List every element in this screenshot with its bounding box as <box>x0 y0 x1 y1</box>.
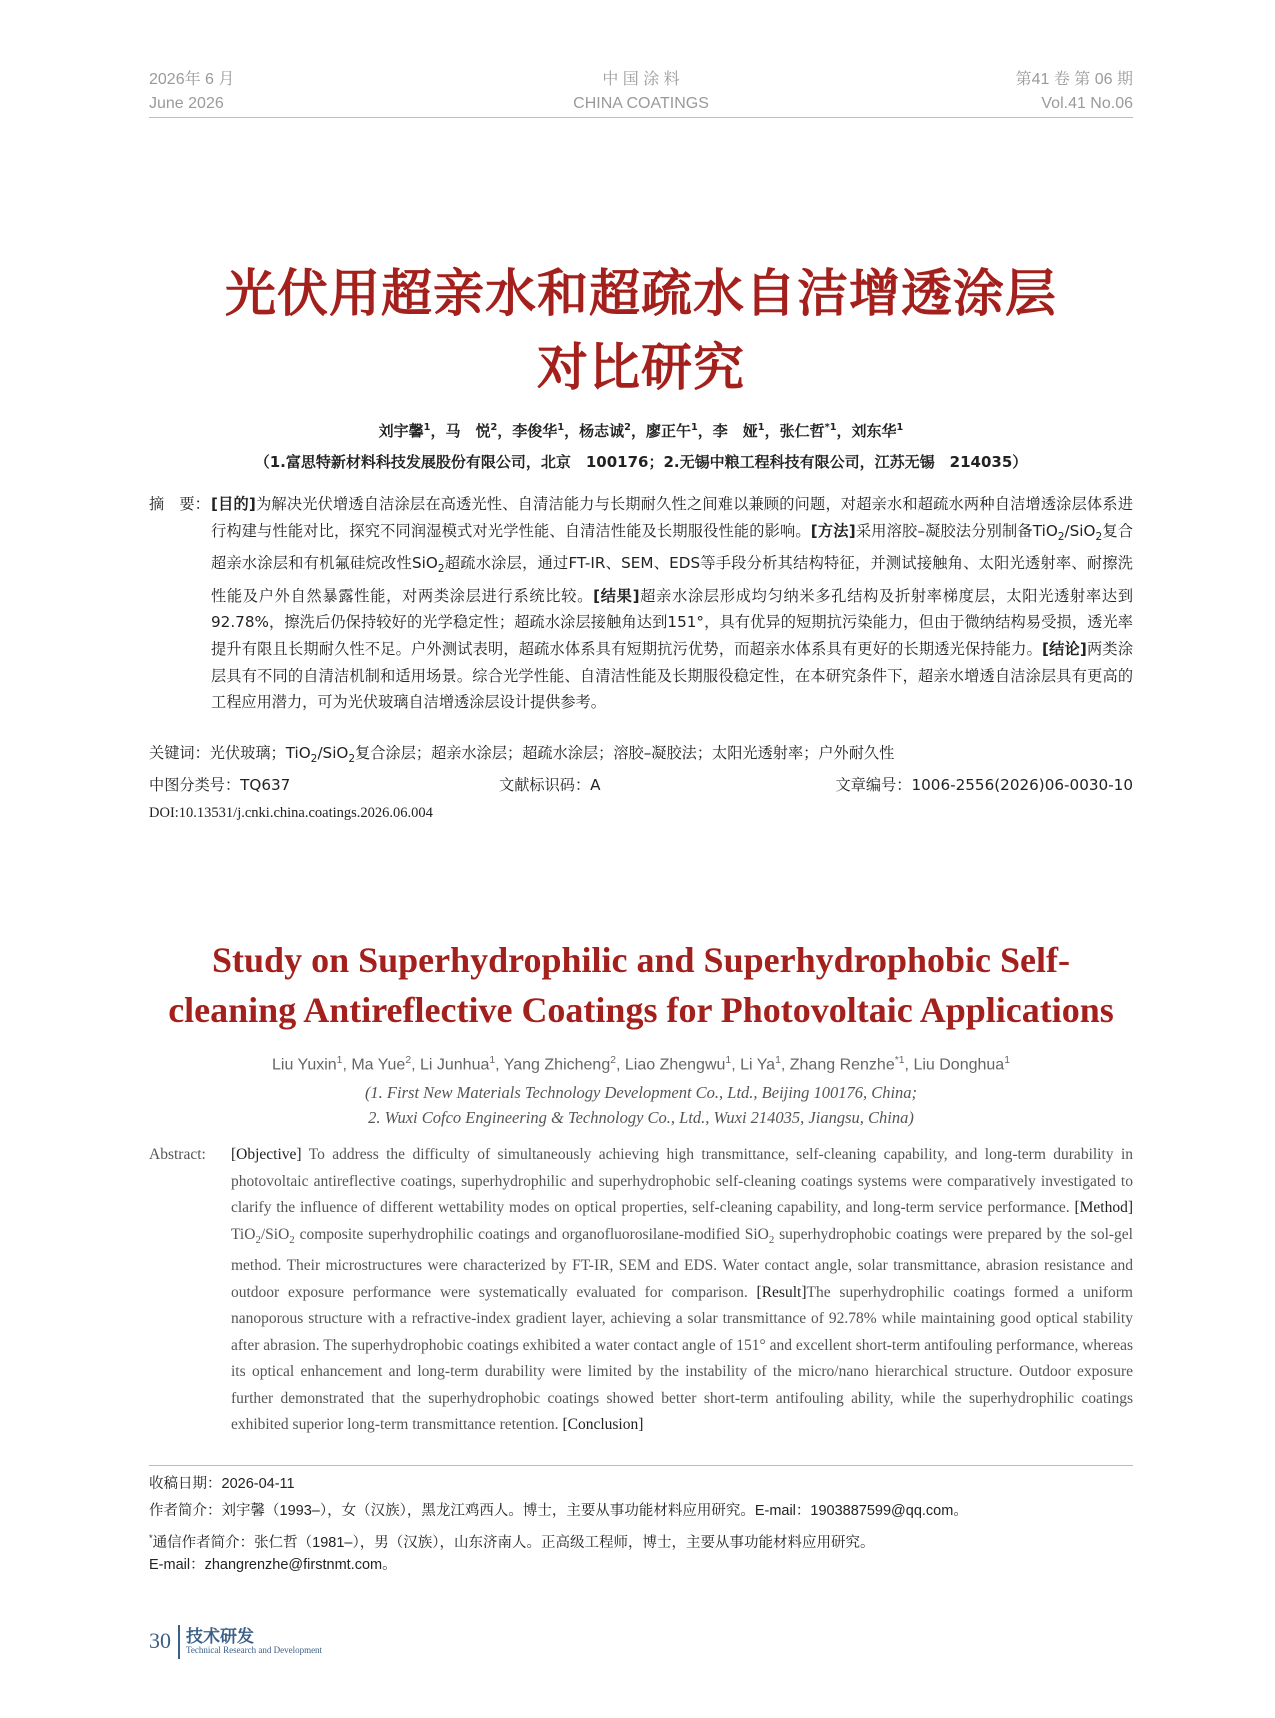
cn-objective-tag: [目的] <box>211 495 256 513</box>
cn-author-name: 马 悦 <box>445 422 491 440</box>
header-journal <box>449 68 833 116</box>
header-rule <box>149 117 1133 118</box>
en-author-affil-mark: *1 <box>894 1055 905 1066</box>
en-method-text-a: TiO <box>231 1225 256 1243</box>
cn-method-sub2: 2 <box>1095 529 1103 543</box>
en-author-name: Liu Yuxin <box>272 1056 337 1074</box>
cn-method-sub1: 2 <box>1057 529 1065 543</box>
en-author-affil-mark: 1 <box>336 1055 343 1066</box>
cn-conclusion-tag: [结论] <box>1041 640 1087 659</box>
en-method-sub2: 2 <box>289 1233 295 1246</box>
doi: DOI:10.13531/j.cnki.china.coatings.2026.06.004 <box>149 805 433 821</box>
cn-method-text-b: /SiO <box>1064 521 1096 540</box>
en-method-sub3: 2 <box>768 1233 775 1246</box>
cn-clc: 中图分类号：TQ637 <box>149 776 291 794</box>
cn-author-name: 张仁哲 <box>779 422 825 440</box>
en-method-text-b: /SiO <box>260 1225 290 1243</box>
cn-author-affil-mark: 1 <box>423 422 431 433</box>
cn-method-sub3: 2 <box>437 562 445 576</box>
cn-keywords-label: 关键词： <box>149 744 210 762</box>
en-title <box>149 935 1133 1035</box>
footnote-corr-email: E-mail：zhangrenzhe@firstnmt.com。 <box>149 1557 397 1573</box>
en-abstract <box>149 1142 1133 1439</box>
cn-keywords-a: 光伏玻璃；TiO <box>209 744 311 762</box>
en-method-text-c: composite superhydrophilic coatings and organofluorosilane-modified SiO <box>294 1225 769 1243</box>
en-author-name: Liu Donghua <box>913 1056 1005 1074</box>
cn-author-affil-mark: 1 <box>557 422 565 433</box>
en-authors: Liu Yuxin$^1$, Ma Yue$^2$, Li Junhua$^1$, Yang Zhicheng$^2$, Liao Zhengwu$^1$, Li Ya$^1$, Zhang Renzhe$^{*1}$, Liu Donghua$^1$ <box>272 1055 1010 1074</box>
footnote-corr-bio: 通信作者简介：张仁哲（1981–），男（汉族），山东济南人。正高级工程师，博士，主要从事功能材料应用研究。 <box>152 1534 875 1551</box>
cn-author-name: 刘东华 <box>851 422 897 440</box>
cn-keywords-c: 复合涂层；超亲水涂层；超疏水涂层；溶胶–凝胶法；太阳光透射率；户外耐久性 <box>355 744 895 762</box>
en-abstract-body <box>231 1142 1133 1439</box>
section-name-cn: 技术研发 <box>186 1627 254 1647</box>
cn-title-line1: 光伏用超亲水和超疏水自洁增透涂层 <box>224 265 1057 324</box>
cn-authors: 刘宇馨$^1$，马 悦$^2$，李俊华$^1$，杨志诚$^2$，廖正午$^1$，李 娅$^1$，张仁哲$^{*1}$，刘东华$^1$ <box>378 422 904 440</box>
header-issue-en: Vol.41 No.06 <box>1041 95 1133 112</box>
cn-author-affil-mark: *1 <box>824 422 837 433</box>
header-date-cn: 2026年 6 月 <box>149 71 235 88</box>
header-issue-cn: 第41 卷 第 06 期 <box>1015 71 1133 88</box>
cn-method-text-d: 超疏水涂层，通过FT-IR、SEM、EDS等手段分析其结构特征，并测试接触角、太阳光透射率、耐擦洗性能及户外自然暴露性能，对两类涂层进行系统比较。 <box>211 554 1133 605</box>
en-author-affil-mark: 2 <box>610 1055 616 1066</box>
cn-title-line2: 对比研究 <box>536 339 745 398</box>
cn-method-text-c: 复合超亲水涂层和有机氟硅烷改性SiO <box>211 521 1134 573</box>
cn-author-affil-mark: 2 <box>624 422 631 433</box>
section-name-en: Technical Research and Development <box>186 1645 323 1655</box>
header-date-en: June 2026 <box>149 95 224 112</box>
en-author-affil-mark: 2 <box>405 1055 412 1066</box>
cn-abstract-label: 摘 要： <box>149 495 210 513</box>
cn-title <box>149 258 1133 406</box>
page-number: 30 <box>149 1628 171 1653</box>
en-method-sub1: 2 <box>255 1233 261 1246</box>
en-conclusion-tag: [Conclusion] <box>562 1416 644 1434</box>
cn-keywords-b: /SiO <box>317 744 349 762</box>
en-method-tag: [Method] <box>1074 1199 1134 1216</box>
cn-conclusion-text: 两类涂层具有不同的自清洁机制和适用场景。综合光学性能、自清洁性能及长期服役稳定性，在本研究条件下，超亲水增透自洁涂层具有更高的工程应用潜力，可为光伏玻璃自洁增透涂层设计提供参考。 <box>211 640 1134 712</box>
cn-author-name: 刘宇馨 <box>378 422 424 440</box>
cn-author-affil-mark: 1 <box>896 422 904 433</box>
cn-keywords-sub2: 2 <box>348 752 356 766</box>
en-affiliation-line1: (1. First New Materials Technology Development Co., Ltd., Beijing 100176, China; <box>364 1083 918 1102</box>
cn-author-name: 杨志诚 <box>579 422 625 440</box>
en-result-text: The superhydrophilic coatings formed a uniform nanoporous structure with a refractive-index gradient layer, achieving a solar transmittance of 92.78% while maintaining good optical stability after abrasion. The superhydrophobic coatings exhibited a water contact angle of 151° and excellent short-term antifouling performance, whereas its optical enhancement and long-term durability were limited by the instability of the micro/nano hierarchical structure. Outdoor exposure further demonstrated that the superhydrophobic coatings showed better short-term antifouling ability, while the superhydrophilic coatings exhibited superior long-term transmittance retention. <box>231 1283 1133 1434</box>
en-objective-text: To address the difficulty of simultaneously achieving high transmittance, self-cleaning capability, and long-term durability in photovoltaic antireflective coatings, superhydrophilic and superhydrophobic self-cleaning coatings systems were comparatively investigated to clarify the influence of different wettability modes on optical properties, self-cleaning capability, and long-term service performance. <box>231 1146 1133 1216</box>
cn-author-name: 李 娅 <box>712 422 758 440</box>
header-date <box>149 68 234 116</box>
en-author-affil-mark: 1 <box>725 1055 732 1066</box>
en-author-name: Li Ya <box>740 1056 776 1074</box>
cn-method-tag: [方法] <box>810 521 856 540</box>
cn-author-affil-mark: 1 <box>757 422 765 433</box>
cn-author-affil-mark: 2 <box>490 422 498 433</box>
en-author-name: Li Junhua <box>419 1056 490 1074</box>
en-affiliation <box>149 1080 1133 1130</box>
footnote-corresponding <box>149 1526 1133 1555</box>
cn-result-text: 超亲水涂层形成均匀纳米多孔结构及折射率梯度层，太阳光透射率达到92.78%，擦洗后仍保持较好的光学稳定性；超疏水涂层接触角达到151°，具有优异的短期抗污染能力，但由于微纳结构易受损，透光率提升有限且长期耐久性不足。户外测试表明，超疏水体系具有短期抗污优势，而超亲水体系具有更好的长期透光保持能力。 <box>211 586 1134 659</box>
en-author-affil-mark: 1 <box>489 1055 496 1066</box>
en-author-name: Ma Yue <box>351 1056 406 1074</box>
cn-abstract-body <box>211 491 1133 716</box>
en-author-affil-mark: 1 <box>1004 1055 1010 1066</box>
cn-keywords-sub1: 2 <box>310 752 318 766</box>
en-abstract-label: Abstract: <box>149 1146 206 1163</box>
page-footer-divider <box>178 1625 180 1659</box>
footnote-author-bio: 作者简介：刘宇馨（1993–），女（汉族），黑龙江鸡西人。博士，主要从事功能材料应用研究。E-mail：1903887599@qq.com。 <box>149 1503 968 1519</box>
en-result-tag: [Result] <box>756 1283 807 1301</box>
cn-affiliation: （1.富思特新材料科技发展股份有限公司，北京 100176；2.无锡中粮工程科技有限公司，江苏无锡 214035） <box>254 453 1028 471</box>
en-title-line1: Study on Superhydrophilic and Superhydrophobic Self- <box>212 940 1070 980</box>
cn-author-name: 李俊华 <box>512 422 558 440</box>
en-author-name: Liao Zhengwu <box>624 1056 726 1074</box>
corr-mark: * <box>149 1532 153 1543</box>
en-affiliation-line2: 2. Wuxi Cofco Engineering & Technology Co., Ltd., Wuxi 214035, Jiangsu, China) <box>368 1108 914 1127</box>
en-title-line2: cleaning Antireflective Coatings for Photovoltaic Applications <box>168 990 1114 1030</box>
header-issue <box>833 68 1133 116</box>
cn-author-name: 廖正午 <box>645 422 691 440</box>
en-objective-tag: [Objective] <box>231 1146 302 1163</box>
en-author-name: Yang Zhicheng <box>503 1056 611 1074</box>
cn-result-tag: [结果] <box>593 586 640 605</box>
footnote-rule <box>149 1465 1133 1466</box>
en-author-affil-mark: 1 <box>775 1055 781 1066</box>
header-journal-cn: 中 国 涂 料 <box>602 71 680 88</box>
en-author-name: Zhang Renzhe <box>789 1056 895 1074</box>
cn-article-no: 文章编号：1006-2556(2026)06-0030-10 <box>835 776 1133 794</box>
en-method-text-d: superhydrophobic coatings were prepared by the sol-gel method. Their microstructures were characterized by FT-IR, SEM and EDS. Water contact angle, solar transmittance, abrasion resistance and outdoor exposure performance were systematically evaluated for comparison. <box>231 1225 1133 1301</box>
cn-doc-code: 文献标识码：A <box>499 776 601 794</box>
cn-objective-text: 为解决光伏增透自洁涂层在高透光性、自清洁能力与长期耐久性之间难以兼顾的问题，对超亲水和超疏水两种自洁增透涂层体系进行构建与性能对比，探究不同润湿模式对光学性能、自清洁性能及长期服役性能的影响。 <box>211 495 1134 540</box>
header-journal-en: CHINA COATINGS <box>573 95 709 112</box>
footnote-received: 收稿日期：2026-04-11 <box>149 1476 295 1492</box>
cn-abstract <box>149 491 1133 716</box>
cn-method-text-a: 采用溶胶–凝胶法分别制备TiO <box>855 521 1058 540</box>
cn-author-affil-mark: 1 <box>690 422 698 433</box>
cn-keywords <box>149 740 1133 772</box>
